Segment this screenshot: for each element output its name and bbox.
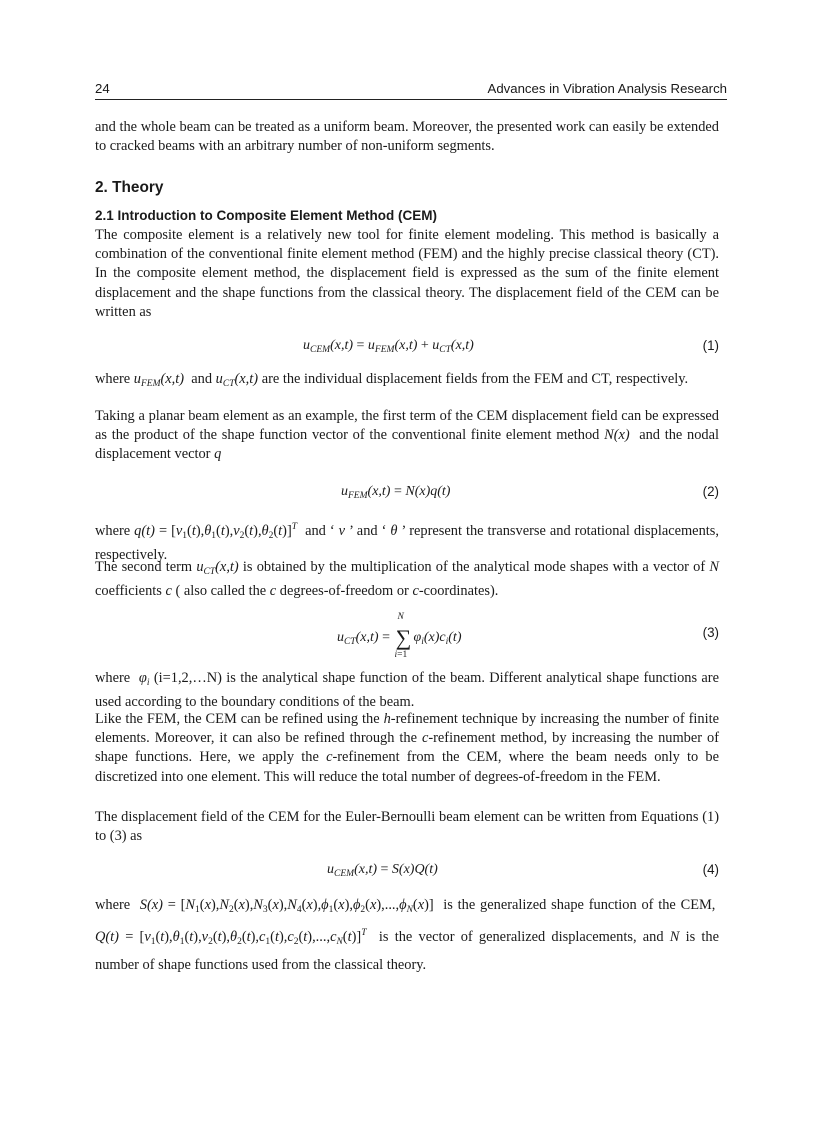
section-heading: 2. Theory (95, 179, 164, 196)
p7-text-c: -refinement method, by increasing the number of shape functions. Here, we apply the (95, 730, 719, 766)
paragraph-6: where $\varphi_i$ (i=1,2,…N) is the analytical shape function of the beam. Different analytical shape functions are used according to the boundary conditions of the beam. (95, 670, 719, 711)
paragraph-5: The second term $u_{CT}(x,t)$ is obtained by the multiplication of the analytical mode shapes with a vector of N coefficients c ( also called the c degrees-of-freedom or c-coordinates). (95, 559, 719, 600)
paragraph-7: Like the FEM, the CEM can be refined using the h-refinement technique by increasing the number of finite elements. Moreover, it can also be refined through the c-refinement method, by increasing the number of shape functions. Here, we apply the c-refinement from the CEM, where the beam needs only to be discretized into one element. This will reduce the total number of degrees-of-freedom in the FEM. (95, 711, 719, 785)
p9-text-a: where (95, 897, 131, 913)
p6-text-a: where (95, 670, 131, 686)
p5-text-a: The second term (95, 559, 193, 575)
running-header (95, 81, 727, 100)
subsection-heading: 2.1 Introduction to Composite Element Method (CEM) (95, 208, 437, 223)
p4-text-a: where (95, 523, 131, 539)
equation-4: $u_{CEM}(x,t) = S(x)Q(t)$ (4) (327, 862, 719, 879)
p2-text-and: and (191, 371, 213, 387)
equation-1-number: (1) (702, 338, 719, 353)
paragraph-3: Taking a planar beam element as an example, the first term of the CEM displacement field can be expressed as the product of the shape function vector of the conventional finite element method N(x) and the nodal displacement vector q (95, 408, 719, 463)
paragraph-2: where $u_{FEM}(x,t)$ and $u_{CT}(x,t)$ are the individual displacement fields from the FEM and CT, respectively. (95, 371, 689, 389)
intro-paragraph: and the whole beam can be treated as a uniform beam. Moreover, the presented work can easily be extended to cracked beams with an arbitrary number of non-uniform segments. (95, 119, 719, 155)
equation-3-number: (3) (702, 625, 719, 640)
p9-text-c: is the vector of generalized displacements, and (378, 929, 664, 945)
page-number: 24 (95, 81, 110, 96)
p3-text-a: Taking a planar beam element as an example, the first term of the CEM displacement field can be expressed as the product of the shape function vector of the conventional finite element method (95, 408, 719, 444)
equation-2: $u_{FEM}(x,t) = N(x)q(t)$ (2) (341, 484, 719, 501)
p5-text-f: -coordinates). (418, 583, 499, 600)
p3-text-b: and the nodal displacement vector (95, 427, 719, 463)
paragraph-4: where $q(t) = [v_1(t),\theta_1(t),v_2(t),\theta_2(t)]^T$ and ‘ v ’ and ‘ θ ’ represent the transverse and rotational displacements, respectively. (95, 522, 719, 564)
p2-text-a: where (95, 371, 131, 387)
p4-text-b: and ‘ (305, 523, 335, 539)
p5-text-d: ( also called the (175, 583, 267, 600)
paragraph-1: The composite element is a relatively new tool for finite element modeling. This method is basically a combination of the conventional finite element method (FEM) and the highly precise classical theory (CT). In the composite element method, the displacement field is expressed as the sum of the finite element displacement and the shape functions from the classical theory. The displacement field of the CEM can be written as (95, 227, 719, 320)
p6-text-b: (i=1,2,…N) is the analytical shape function of the beam. Different analytical shape functions are used according to the boundary conditions of the beam. (95, 670, 719, 711)
equation-4-number: (4) (702, 862, 719, 877)
running-title: Advances in Vibration Analysis Research (487, 81, 727, 96)
p5-text-e: degrees-of-freedom or (279, 583, 409, 600)
p7-text-b: -refinement technique by increasing the number of finite elements. Moreover, it can also be refined through the (95, 711, 719, 747)
p4-text-d: ’ represent the transverse and rotational displacements, respectively. (95, 523, 719, 564)
p4-text-c: ’ and ‘ (349, 523, 387, 539)
paragraph-9: where $S(x) = [N_1(x),N_2(x),N_3(x),N_4(x),\phi_1(x),\phi_2(x),...,\phi_N(x)]$ is the generalized shape function of the CEM, $Q(t) = [v_1(t),\theta_1(t),v_2(t),\theta_2(t),c_1(t),c_2(t),...,c_N(t)]^T$ is the vector of generalized displacements, and N is the number of shape functions used from the classical theory. (95, 897, 719, 973)
p5-text-c: coefficients (95, 583, 162, 600)
p9-text-d: is the number of shape functions used from the classical theory. (95, 929, 719, 973)
equation-2-number: (2) (702, 484, 719, 499)
p7-text-a: Like the FEM, the CEM can be refined using the (95, 711, 380, 727)
p5-text-b: is obtained by the multiplication of the analytical mode shapes with a vector of (242, 559, 706, 575)
paragraph-8: The displacement field of the CEM for the Euler-Bernoulli beam element can be written from Equations (1) to (3) as (95, 809, 719, 845)
p2-text-b: are the individual displacement fields from the FEM and CT, respectively. (261, 371, 689, 387)
p7-text-d: -refinement from the CEM, where the beam needs only to be discretized into one element. This will reduce the total number of degrees-of-freedom in the FEM. (95, 749, 719, 785)
p9-text-b: is the generalized shape function of the CEM, (443, 897, 716, 913)
equation-1: $u_{CEM}(x,t) = u_{FEM}(x,t) + u_{CT}(x,t)$ (1) (303, 338, 719, 355)
equation-3: $u_{CT}(x,t)$ = ∑ N i=1 $\varphi_i(x)c_i(t)$ (3) (337, 612, 719, 660)
